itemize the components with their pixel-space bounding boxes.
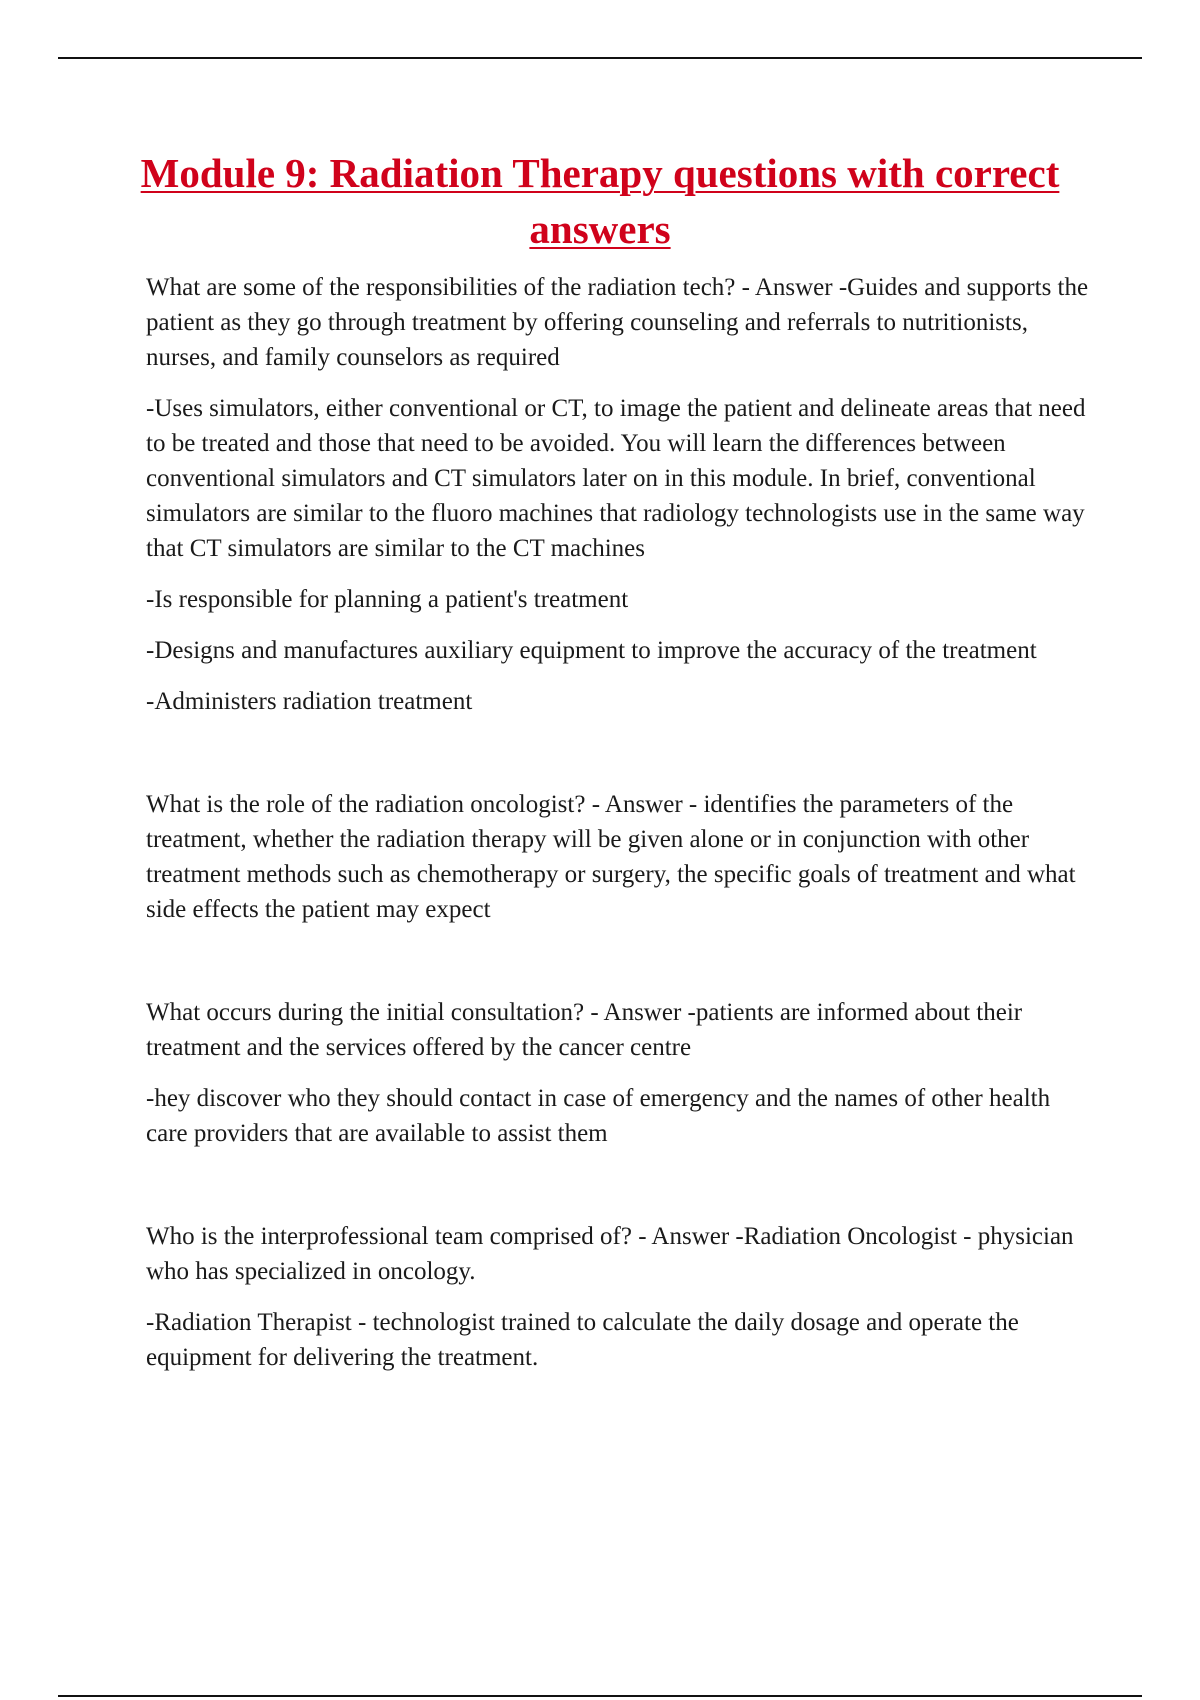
qa-block-initial-consultation: [146, 995, 1096, 1151]
qa-paragraph: What occurs during the initial consultation? - Answer -patients are informed about their treatment and the services offered by the cancer centre: [146, 999, 1023, 1061]
qa-paragraph: -Is responsible for planning a patient's treatment: [146, 586, 629, 613]
qa-block-radiation-tech-responsibilities: [146, 270, 1096, 719]
document-body: [146, 270, 1096, 1375]
qa-paragraph: -Designs and manufactures auxiliary equipment to improve the accuracy of the treatment: [146, 637, 1037, 664]
qa-paragraph: -Radiation Therapist - technologist trained to calculate the daily dosage and operate the equipment for delivering the treatment.: [146, 1309, 1019, 1371]
qa-paragraph: -Administers radiation treatment: [146, 688, 473, 715]
qa-block-radiation-oncologist-role: [146, 787, 1096, 927]
qa-paragraph: -hey discover who they should contact in case of emergency and the names of other health care providers that are available to assist them: [146, 1085, 1051, 1147]
top-divider: [58, 57, 1142, 59]
qa-block-interprofessional-team: [146, 1219, 1096, 1375]
qa-paragraph: What is the role of the radiation oncologist? - Answer - identifies the parameters of the treatment, whether the radiation therapy will be given alone or in conjunction with other treatment methods such as chemotherapy or surgery, the specific goals of treatment and what side effects the patient may expect: [146, 791, 1076, 923]
bottom-divider: [58, 1695, 1142, 1697]
document-title: Module 9: Radiation Therapy questions with correct answers: [140, 150, 1060, 252]
qa-paragraph: What are some of the responsibilities of the radiation tech? - Answer -Guides and supports the patient as they go through treatment by offering counseling and referrals to nutritionists, nurses, and family counselors as required: [146, 274, 1089, 371]
qa-paragraph: -Uses simulators, either conventional or CT, to image the patient and delineate areas that need to be treated and those that need to be avoided. You will learn the differences between conventional simulators and CT simulators later on in this module. In brief, conventional simulators are similar to the fluoro machines that radiology technologists use in the same way that CT simulators are similar to the CT machines: [146, 395, 1086, 562]
qa-paragraph: Who is the interprofessional team comprised of? - Answer -Radiation Oncologist - physician who has specialized in oncology.: [146, 1223, 1074, 1285]
